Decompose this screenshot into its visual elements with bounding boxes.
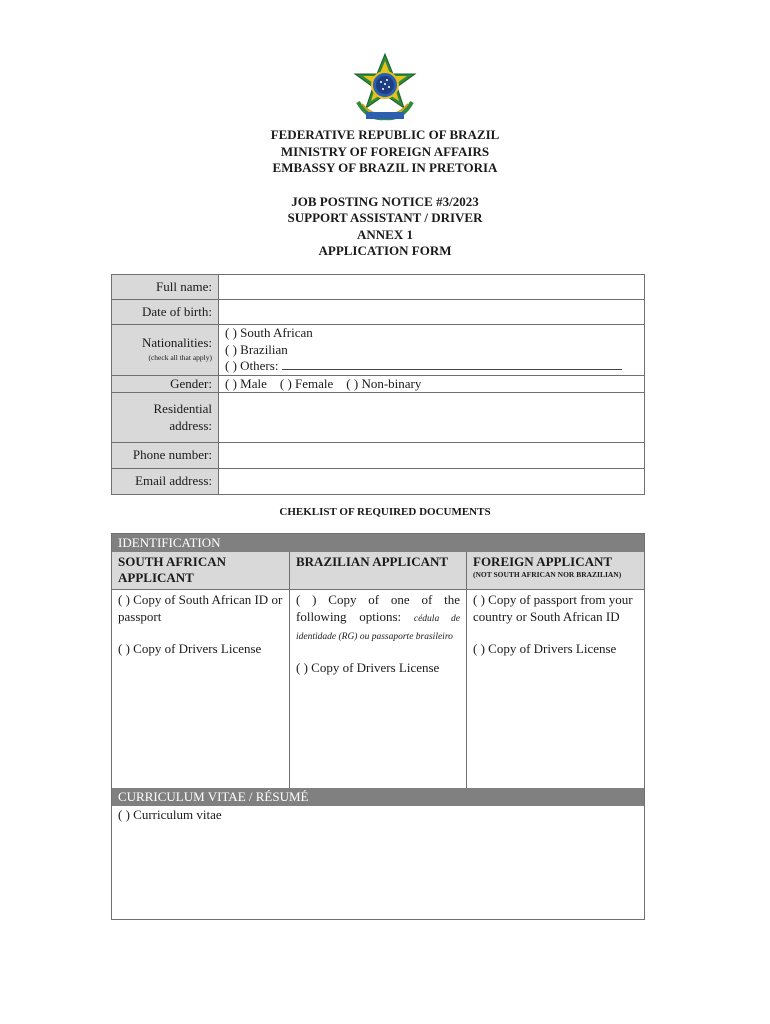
nat-others-option[interactable]: [225, 358, 644, 375]
foreign-heading-note: (NOT SOUTH AFRICAN NOR BRAZILIAN): [473, 570, 622, 579]
residential-address-field[interactable]: [219, 392, 645, 442]
identification-columns: [112, 552, 644, 788]
br-drivers-license-checkbox[interactable]: ( ) Copy of Drivers License: [296, 659, 440, 675]
others-fill-line[interactable]: [282, 358, 622, 370]
cv-band: CURRICULUM VITAE / RÉSUMÉ: [112, 788, 644, 806]
br-id-text: ( ) Copy of one of the following options:: [296, 592, 460, 624]
gender-male-option[interactable]: ( ) Male: [225, 375, 267, 391]
checklist-title: CHEKLIST OF REQUIRED DOCUMENTS: [279, 506, 491, 518]
residential-label-cell: [112, 392, 219, 442]
gender-label: Gender:: [112, 375, 219, 392]
nationalities-note: (check all that apply): [148, 352, 212, 362]
phone-field[interactable]: [219, 442, 645, 468]
south-african-column: [112, 552, 290, 788]
header-ministry: MINISTRY OF FOREIGN AFFAIRS: [280, 143, 490, 159]
email-field[interactable]: [219, 468, 645, 494]
foreign-heading-cell: [467, 552, 644, 590]
foreign-drivers-license-checkbox[interactable]: ( ) Copy of Drivers License: [473, 641, 617, 656]
br-id-checkbox[interactable]: [296, 592, 460, 646]
header-form-title: APPLICATION FORM: [318, 243, 452, 258]
email-label: Email address:: [112, 468, 219, 494]
header-notice: JOB POSTING NOTICE #3/2023: [291, 193, 479, 209]
brazilian-column: [290, 552, 467, 788]
nationalities-label-cell: [112, 325, 219, 376]
application-form-table: [111, 274, 645, 495]
cv-checkbox[interactable]: ( ) Curriculum vitae: [118, 807, 222, 822]
nat-south-african-option[interactable]: ( ) South African: [225, 325, 313, 340]
header-annex: ANNEX 1: [357, 226, 413, 242]
header-country: FEDERATIVE REPUBLIC OF BRAZIL: [270, 127, 500, 142]
identification-band: IDENTIFICATION: [112, 534, 644, 552]
residential-label-1: Residential: [153, 401, 212, 416]
gender-female-option[interactable]: ( ) Female: [279, 375, 334, 391]
full-name-field[interactable]: [219, 275, 645, 300]
brazilian-heading: BRAZILIAN APPLICANT: [290, 552, 466, 590]
gender-nonbinary-option[interactable]: ( ) Non-binary: [346, 375, 422, 391]
full-name-label: Full name:: [112, 275, 219, 300]
foreign-passport-checkbox[interactable]: ( ) Copy of passport from your country or South African ID: [473, 592, 633, 624]
foreign-column: [467, 552, 644, 788]
residential-label-2: address:: [169, 418, 212, 433]
documents-checklist-box: [111, 533, 645, 920]
nat-brazilian-option[interactable]: ( ) Brazilian: [225, 341, 288, 357]
header-embassy: EMBASSY OF BRAZIL IN PRETORIA: [272, 160, 498, 175]
gender-options: [219, 375, 645, 392]
sa-id-checkbox[interactable]: ( ) Copy of South African ID or passport: [118, 592, 283, 624]
br-id-options: cédula de identidade (RG) ou passaporte brasileiro: [296, 613, 460, 642]
nationalities-label: Nationalities:: [141, 334, 212, 350]
header-position: SUPPORT ASSISTANT / DRIVER: [287, 210, 483, 225]
dob-label: Date of birth:: [112, 300, 219, 325]
phone-label: Phone number:: [112, 442, 219, 468]
document-header: [0, 127, 770, 260]
sa-drivers-license-checkbox[interactable]: ( ) Copy of Drivers License: [118, 641, 262, 656]
dob-field[interactable]: [219, 300, 645, 325]
nationalities-options: [219, 325, 645, 376]
coat-of-arms-emblem: [348, 52, 422, 126]
foreign-heading: FOREIGN APPLICANT: [473, 554, 613, 569]
south-african-heading: SOUTH AFRICAN APPLICANT: [112, 552, 289, 590]
nat-others-label: ( ) Others:: [225, 358, 279, 373]
